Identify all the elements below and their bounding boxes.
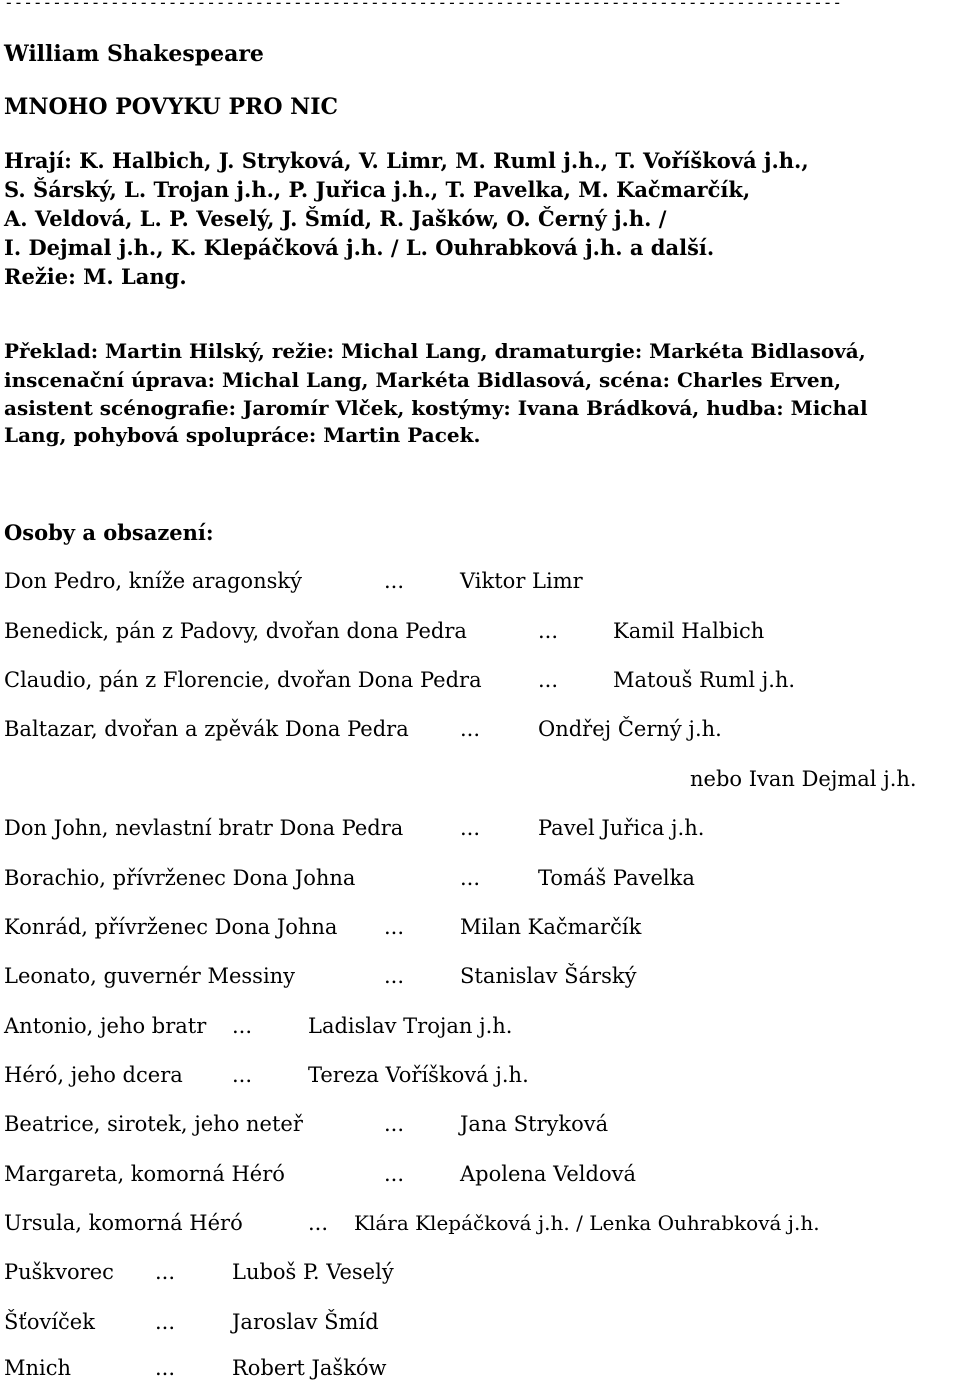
- role-name: Claudio, pán z Florencie, dvořan Dona Pedra: [4, 668, 482, 692]
- ellipsis: ...: [538, 668, 559, 692]
- actor-name: Pavel Juřica j.h.: [538, 816, 705, 840]
- director-line: Režie: M. Lang.: [4, 264, 187, 289]
- ellipsis: ...: [155, 1356, 176, 1380]
- actor-name: Apolena Veldová: [460, 1162, 636, 1186]
- actor-name: Kamil Halbich: [613, 619, 765, 643]
- ellipsis: ...: [384, 964, 405, 988]
- actor-name: Viktor Limr: [460, 569, 583, 593]
- actor-name: Stanislav Šárský: [460, 964, 637, 988]
- role-name: Margareta, komorná Héró: [4, 1162, 285, 1186]
- role-name: Mnich: [4, 1356, 72, 1380]
- role-name: Borachio, přívrženec Dona Johna: [4, 866, 356, 890]
- performers-line: S. Šárský, L. Trojan j.h., P. Juřica j.h., T. Pavelka, M. Kačmarčík,: [4, 177, 751, 202]
- actor-name: Ladislav Trojan j.h.: [308, 1014, 513, 1038]
- role-name: Don Pedro, kníže aragonský: [4, 569, 302, 593]
- actor-name: Tereza Voříšková j.h.: [308, 1063, 529, 1087]
- performers-line: I. Dejmal j.h., K. Klepáčková j.h. / L. Ouhrabková j.h. a další.: [4, 235, 715, 260]
- ellipsis: ...: [155, 1310, 176, 1334]
- ellipsis: ...: [384, 1112, 405, 1136]
- role-name: Šťovíček: [4, 1310, 95, 1334]
- actor-name: Tomáš Pavelka: [538, 866, 695, 890]
- actor-name: Robert Jašków: [232, 1356, 387, 1380]
- play-title: MNOHO POVYKU PRO NIC: [4, 94, 339, 120]
- performers-line: A. Veldová, L. P. Veselý, J. Šmíd, R. Jašków, O. Černý j.h. /: [4, 206, 667, 231]
- actor-name: Milan Kačmarčík: [460, 915, 642, 939]
- credits-line: asistent scénografie: Jaromír Vlček, kostýmy: Ivana Brádková, hudba: Michal: [4, 396, 868, 420]
- ellipsis: ...: [384, 569, 405, 593]
- role-name: Konrád, přívrženec Dona Johna: [4, 915, 338, 939]
- ellipsis: ...: [232, 1063, 253, 1087]
- role-name: Ursula, komorná Héró: [4, 1211, 243, 1235]
- actor-name-alternate: nebo Ivan Dejmal j.h.: [690, 767, 917, 791]
- credits-line: inscenační úprava: Michal Lang, Markéta Bidlasová, scéna: Charles Erven,: [4, 368, 842, 392]
- ellipsis: ...: [460, 717, 481, 741]
- ellipsis: ...: [232, 1014, 253, 1038]
- role-name: Héró, jeho dcera: [4, 1063, 183, 1087]
- cast-heading: Osoby a obsazení:: [4, 520, 214, 545]
- ellipsis: ...: [155, 1260, 176, 1284]
- ellipsis: ...: [308, 1211, 329, 1235]
- actor-name: Jana Stryková: [460, 1112, 609, 1136]
- role-name: Benedick, pán z Padovy, dvořan dona Pedra: [4, 619, 467, 643]
- actor-name: Klára Klepáčková j.h. / Lenka Ouhrabková j.h.: [354, 1211, 820, 1235]
- actor-name: Matouš Ruml j.h.: [613, 668, 796, 692]
- ellipsis: ...: [384, 1162, 405, 1186]
- role-name: Baltazar, dvořan a zpěvák Dona Pedra: [4, 717, 409, 741]
- role-name: Beatrice, sirotek, jeho neteř: [4, 1112, 303, 1136]
- ellipsis: ...: [384, 915, 405, 939]
- credits-line: Lang, pohybová spolupráce: Martin Pacek.: [4, 423, 481, 447]
- credits-line: Překlad: Martin Hilský, režie: Michal Lang, dramaturgie: Markéta Bidlasová,: [4, 339, 866, 363]
- role-name: Antonio, jeho bratr: [4, 1014, 207, 1038]
- role-name: Don John, nevlastní bratr Dona Pedra: [4, 816, 404, 840]
- role-name: Puškvorec: [4, 1260, 114, 1284]
- ellipsis: ...: [538, 619, 559, 643]
- ellipsis: ...: [460, 866, 481, 890]
- actor-name: Jaroslav Šmíd: [232, 1310, 379, 1334]
- actor-name: Luboš P. Veselý: [232, 1260, 394, 1284]
- performers-line: Hrají: K. Halbich, J. Stryková, V. Limr, M. Ruml j.h., T. Voříšková j.h.,: [4, 148, 809, 173]
- role-name: Leonato, guvernér Messiny: [4, 964, 296, 988]
- author-name: William Shakespeare: [4, 41, 264, 67]
- dashed-separator: ---------------------------------------------------------------------------------------: [4, 0, 843, 12]
- ellipsis: ...: [460, 816, 481, 840]
- actor-name: Ondřej Černý j.h.: [538, 717, 722, 741]
